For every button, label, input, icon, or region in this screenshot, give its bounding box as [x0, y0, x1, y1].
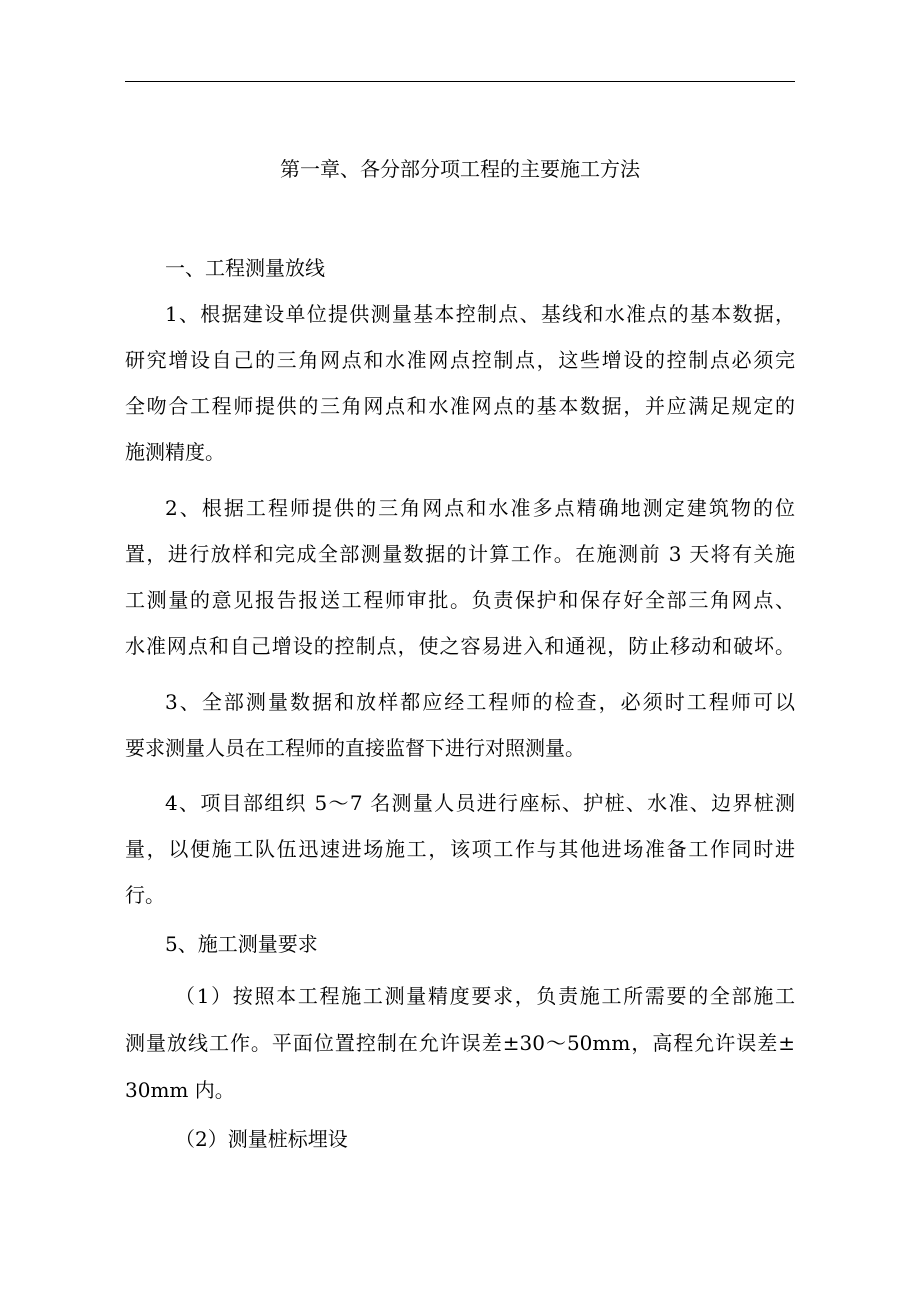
chapter-title: 第一章、各分部分项工程的主要施工方法 — [280, 157, 640, 181]
paragraph-line: 30mm 内。 — [125, 1078, 235, 1102]
paragraph-line: 2、根据工程师提供的三角网点和水准多点精确地测定建筑物的位 — [165, 496, 795, 520]
paragraph-line: 工测量的意见报告报送工程师审批。负责保护和保存好全部三角网点、 — [125, 588, 795, 612]
section-heading: 一、工程测量放线 — [165, 256, 325, 280]
paragraph-line: （1）按照本工程施工测量精度要求，负责施工所需要的全部施工 — [175, 984, 795, 1008]
paragraph-line: 3、全部测量数据和放样都应经工程师的检查，必须时工程师可以 — [165, 690, 795, 714]
paragraph-line: 水准网点和自己增设的控制点，使之容易进入和通视，防止移动和破坏。 — [125, 634, 795, 658]
subsection-heading: 5、施工测量要求 — [165, 932, 318, 956]
subsection-heading: （2）测量桩标埋设 — [175, 1127, 348, 1151]
header-rule — [125, 81, 795, 82]
paragraph-line: 置，进行放样和完成全部测量数据的计算工作。在施测前 3 天将有关施 — [125, 542, 795, 566]
paragraph-line: 研究增设自己的三角网点和水准网点控制点，这些增设的控制点必须完 — [125, 348, 795, 372]
paragraph-line: 测量放线工作。平面位置控制在允许误差±30～50mm，高程允许误差± — [125, 1031, 795, 1055]
paragraph-line: 4、项目部组织 5～7 名测量人员进行座标、护桩、水准、边界桩测 — [165, 791, 795, 815]
paragraph-line: 要求测量人员在工程师的直接监督下进行对照测量。 — [125, 736, 585, 760]
paragraph-line: 1、根据建设单位提供测量基本控制点、基线和水准点的基本数据， — [165, 302, 795, 326]
paragraph-line: 全吻合工程师提供的三角网点和水准网点的基本数据，并应满足规定的 — [125, 394, 795, 418]
paragraph-line: 量，以便施工队伍迅速进场施工，该项工作与其他进场准备工作同时进 — [125, 837, 795, 861]
paragraph-line: 施测精度。 — [125, 440, 225, 464]
paragraph-line: 行。 — [125, 883, 165, 907]
